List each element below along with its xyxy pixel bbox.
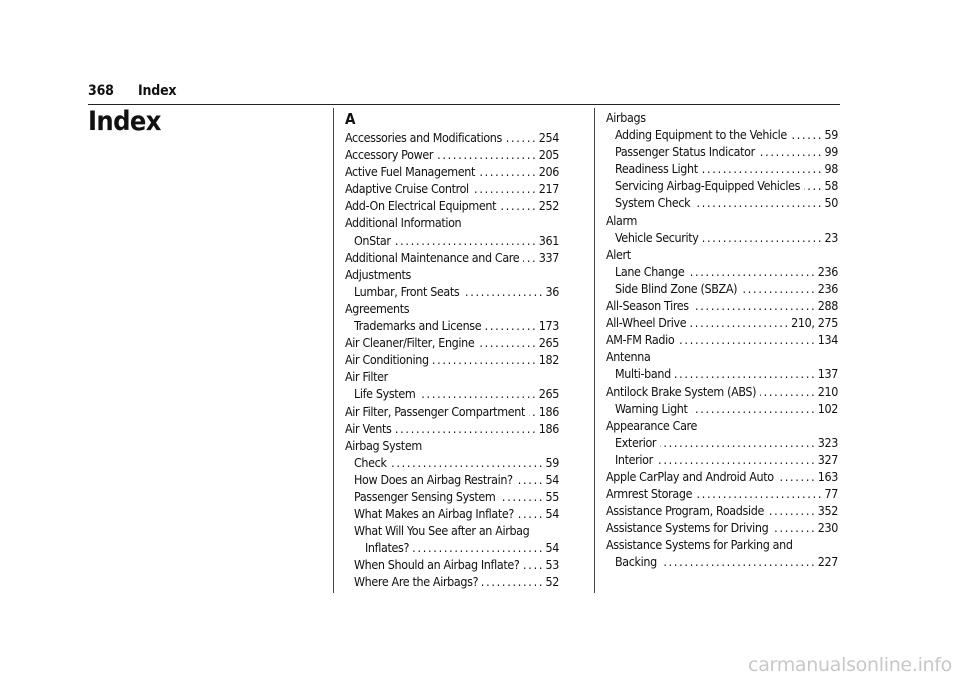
index-entry (345, 488, 559, 505)
entry-page: 206 (538, 164, 559, 180)
entry-page: 210 (817, 383, 838, 399)
entry-text: Interior (615, 451, 653, 467)
dot-leader (433, 351, 535, 368)
entry-text: Assistance Program, Roadside (606, 503, 764, 519)
entry-page: 58 (824, 178, 838, 194)
index-entry (606, 451, 838, 468)
dot-leader (702, 160, 821, 177)
index-heading: Agreements (345, 300, 410, 316)
index-entry (345, 249, 559, 266)
dot-leader (688, 263, 813, 280)
entry-text: When Should an Airbag Inflate? (354, 557, 520, 573)
index-column-1 (345, 109, 559, 591)
entry-page: 99 (824, 144, 838, 160)
entry-page: 186 (538, 403, 559, 419)
entry-page: 36 (545, 283, 559, 299)
entry-page: 327 (817, 451, 838, 467)
entry-text: Side Blind Zone (SBZA) (615, 280, 738, 296)
entry-text: Air Conditioning (345, 352, 429, 368)
index-entry (606, 314, 838, 331)
dot-leader (703, 229, 821, 246)
entry-text: Servicing Airbag-Equipped Vehicles (615, 178, 801, 194)
index-heading: Airbags (606, 110, 646, 125)
entry-text: Air Cleaner/Filter, Engine (345, 335, 475, 351)
index-heading: Antenna (606, 349, 651, 365)
index-entry (606, 502, 838, 519)
entry-page: 54 (545, 540, 559, 556)
index-entry (606, 553, 838, 570)
index-entry (345, 163, 559, 180)
dot-leader (741, 280, 814, 297)
index-entry (345, 556, 559, 573)
entry-text: All-Wheel Drive (606, 315, 687, 331)
entry-page: 137 (817, 366, 838, 382)
entry-text: Life System (354, 386, 416, 402)
index-entry (345, 197, 559, 214)
index-entry (606, 485, 838, 502)
entry-text: Accessories and Modifications (345, 130, 502, 145)
index-entry (606, 194, 838, 211)
entry-text: What Makes an Airbag Inflate? (354, 506, 514, 522)
entry-text: Warning Light (615, 400, 688, 416)
index-column-2 (606, 109, 838, 571)
entry-text: Readiness Light (615, 161, 698, 177)
dot-leader (482, 573, 541, 590)
dot-leader (768, 502, 814, 519)
index-heading: Air Filter (345, 369, 388, 385)
dot-leader (506, 129, 535, 146)
entry-page: 210, 275 (791, 315, 838, 331)
index-entry (606, 177, 838, 194)
entry-page: 59 (545, 454, 559, 470)
entry-text: Inflates? (365, 540, 410, 556)
index-heading: Airbag System (345, 437, 422, 453)
entry-text: Multi-band (615, 366, 671, 382)
entry-page: 323 (817, 434, 838, 450)
entry-text: Passenger Status Indicator (615, 144, 755, 160)
entry-text: Backing (615, 554, 657, 570)
entry-text: Add-On Electrical Equipment (345, 198, 497, 214)
entry-text: Additional Maintenance and Care (345, 249, 520, 265)
dot-leader (478, 334, 534, 351)
index-entry (345, 283, 559, 300)
entry-page: 236 (817, 263, 838, 279)
dot-leader (395, 232, 535, 249)
entry-text: Accessory Power (345, 147, 434, 163)
entry-text: Assistance Systems for Driving (606, 520, 769, 536)
index-entry (345, 180, 559, 197)
entry-text: Air Vents (345, 420, 392, 436)
index-entry (345, 420, 559, 437)
page-number: 368 (88, 83, 114, 99)
dot-leader (661, 553, 814, 570)
dot-leader (791, 126, 821, 143)
dot-leader (479, 163, 535, 180)
index-entry (345, 146, 559, 163)
page-title: Index (88, 106, 161, 137)
dot-leader (759, 143, 821, 160)
entry-text: All-Season Tires (606, 298, 689, 314)
index-entry (345, 334, 559, 351)
dot-leader (473, 180, 535, 197)
dot-leader (391, 454, 542, 471)
entry-page: 54 (545, 506, 559, 522)
index-heading: Alarm (606, 212, 638, 228)
entry-text: Active Fuel Management (345, 164, 476, 180)
dot-leader (690, 314, 787, 331)
entry-page: 102 (817, 400, 838, 416)
entry-text: Antilock Brake System (ABS) (606, 383, 757, 399)
watermark: carmanualsonline.info (748, 654, 952, 676)
index-entry (606, 400, 838, 417)
entry-page: 163 (817, 468, 838, 484)
index-heading: Assistance Systems for Parking and (606, 537, 793, 553)
entry-page: 77 (824, 486, 838, 502)
index-entry (345, 129, 559, 146)
page-header (88, 83, 176, 99)
dot-leader (437, 146, 535, 163)
index-entry (606, 126, 838, 143)
index-letter-heading: A (345, 110, 356, 128)
entry-page: 52 (545, 574, 559, 590)
entry-text: System Check (615, 195, 691, 211)
column-divider-left (333, 108, 334, 593)
entry-page: 288 (817, 298, 838, 314)
dot-leader (678, 331, 813, 348)
index-entry (606, 383, 838, 400)
entry-text: Exterior (615, 434, 657, 450)
entry-page: 205 (538, 147, 559, 163)
dot-leader (693, 297, 814, 314)
entry-page: 361 (538, 232, 559, 248)
entry-text: OnStar (354, 232, 391, 248)
index-entry (606, 468, 838, 485)
dot-leader (675, 365, 814, 382)
entry-text: Check (354, 454, 387, 470)
entry-text: Apple CarPlay and Android Auto (606, 468, 774, 484)
index-heading: What Will You See after an Airbag (354, 523, 530, 539)
entry-page: 352 (817, 503, 838, 519)
entry-page: 254 (538, 130, 559, 145)
entry-page: 50 (824, 195, 838, 211)
index-entry (345, 317, 559, 334)
entry-text: Adding Equipment to the Vehicle (615, 127, 787, 143)
dot-leader (529, 403, 535, 420)
entry-text: Where Are the Airbags? (354, 574, 479, 590)
index-heading: Alert (606, 246, 631, 262)
index-entry (606, 229, 838, 246)
dot-leader (413, 539, 542, 556)
entry-page: 98 (824, 161, 838, 177)
column-divider-right (594, 108, 595, 593)
dot-leader (419, 385, 534, 402)
index-entry (606, 280, 838, 297)
index-entry (345, 539, 559, 556)
index-entry (606, 434, 838, 451)
entry-page: 227 (817, 554, 838, 570)
index-entry (345, 385, 559, 402)
entry-text: Vehicle Security (615, 229, 699, 245)
entry-text: Adaptive Cruise Control (345, 181, 469, 197)
entry-text: Trademarks and License (354, 318, 482, 334)
index-entry (606, 143, 838, 160)
dot-leader (657, 451, 814, 468)
entry-text: Air Filter, Passenger Compartment (345, 403, 525, 419)
index-entry (345, 351, 559, 368)
dot-leader (660, 434, 814, 451)
dot-leader (463, 283, 541, 300)
entry-text: Lane Change (615, 263, 685, 279)
entry-text: Passenger Sensing System (354, 488, 496, 504)
entry-page: 217 (538, 181, 559, 197)
entry-page: 53 (545, 557, 559, 573)
dot-leader (518, 505, 542, 522)
dot-leader (500, 197, 535, 214)
index-entry (345, 454, 559, 471)
index-entry (606, 331, 838, 348)
index-entry (606, 297, 838, 314)
index-entry (345, 403, 559, 420)
index-list-1 (345, 129, 559, 591)
entry-page: 236 (817, 280, 838, 296)
dot-leader (517, 471, 542, 488)
index-list-2 (606, 109, 838, 571)
entry-page: 182 (538, 352, 559, 368)
dot-leader (395, 420, 534, 437)
entry-page: 265 (538, 335, 559, 351)
entry-page: 173 (538, 318, 559, 334)
index-entry (606, 263, 838, 280)
entry-text: How Does an Airbag Restrain? (354, 471, 513, 487)
index-entry (345, 471, 559, 488)
entry-page: 55 (545, 488, 559, 504)
entry-text: Lumbar, Front Seats (354, 283, 460, 299)
entry-page: 265 (538, 386, 559, 402)
dot-leader (523, 249, 535, 266)
dot-leader (499, 488, 541, 505)
entry-page: 23 (824, 229, 838, 245)
entry-page: 252 (538, 198, 559, 214)
dot-leader (804, 177, 820, 194)
dot-leader (523, 556, 541, 573)
header-rule (88, 104, 840, 105)
dot-leader (694, 194, 820, 211)
dot-leader (696, 485, 820, 502)
dot-leader (772, 519, 813, 536)
entry-page: 134 (817, 332, 838, 348)
entry-page: 186 (538, 420, 559, 436)
index-entry (606, 365, 838, 382)
dot-leader (692, 400, 814, 417)
entry-page: 59 (824, 127, 838, 143)
entry-text: AM-FM Radio (606, 332, 675, 348)
dot-leader (760, 383, 814, 400)
index-entry (345, 232, 559, 249)
dot-leader (485, 317, 535, 334)
index-entry (345, 505, 559, 522)
index-entry (345, 573, 559, 590)
dot-leader (778, 468, 814, 485)
entry-page: 337 (538, 249, 559, 265)
index-heading: Adjustments (345, 266, 411, 282)
entry-text: Armrest Storage (606, 486, 693, 502)
index-heading: Appearance Care (606, 417, 698, 433)
index-heading: Additional Information (345, 215, 462, 231)
entry-page: 54 (545, 471, 559, 487)
entry-page: 230 (817, 520, 838, 536)
index-entry (606, 519, 838, 536)
index-entry (606, 160, 838, 177)
section-name: Index (138, 83, 177, 99)
